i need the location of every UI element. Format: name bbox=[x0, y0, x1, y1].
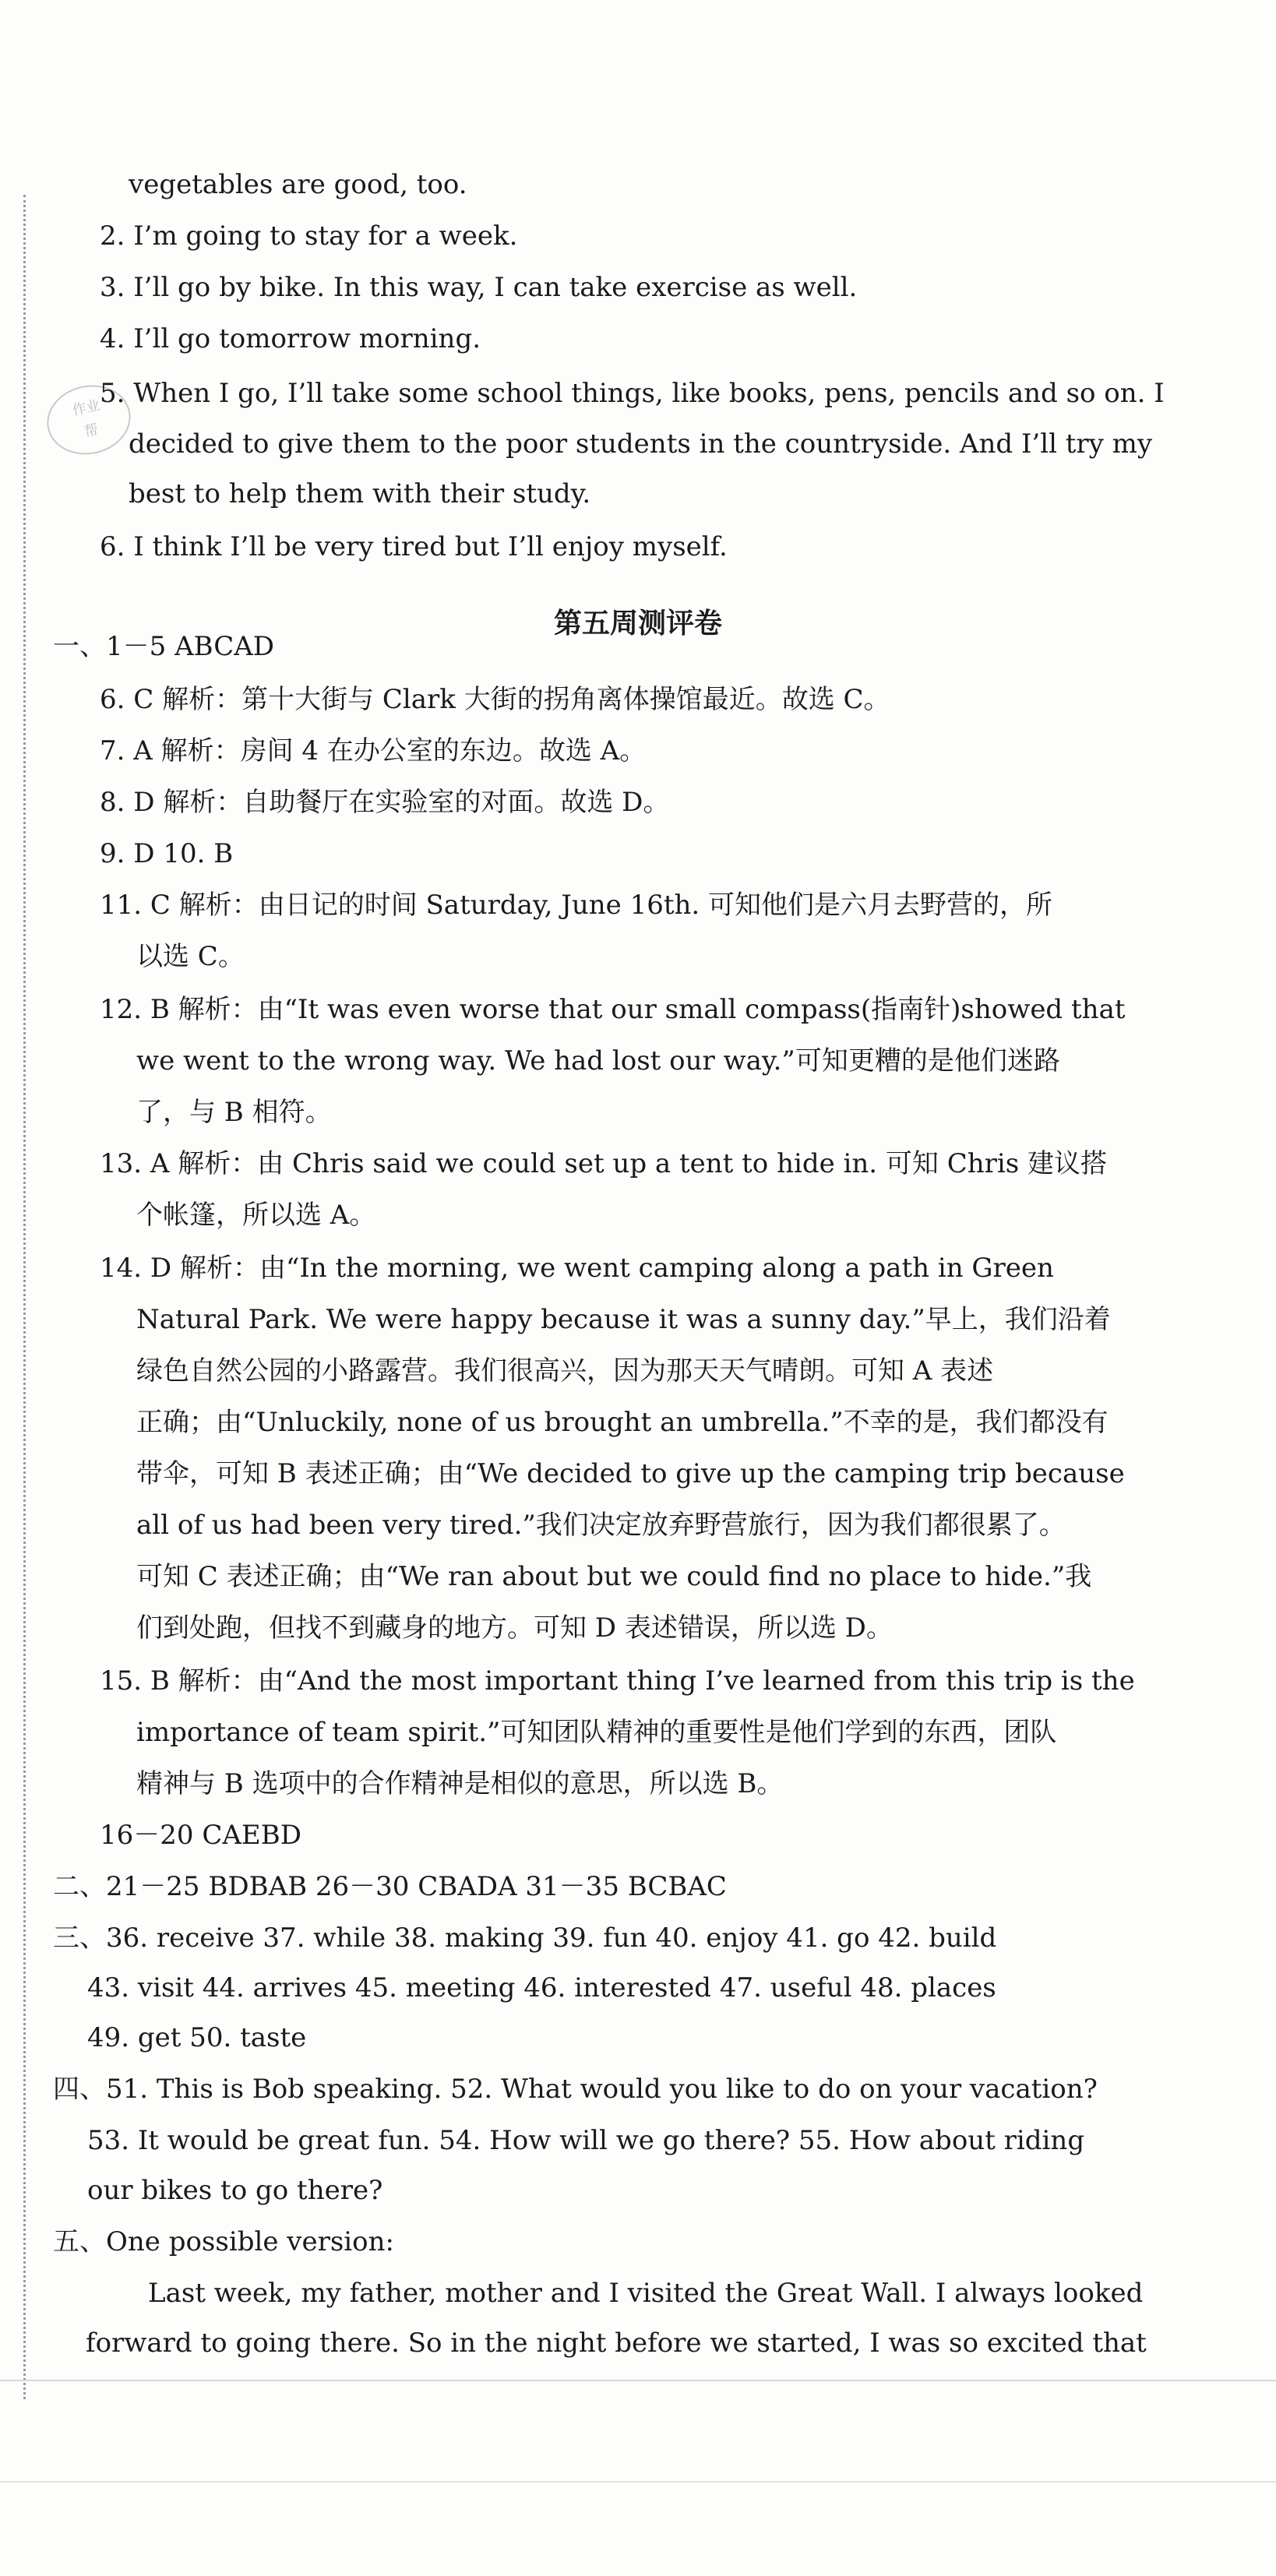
text-line: 们到处跑，但找不到藏身的地方。可知 D 表述错误，所以选 D。 bbox=[136, 1612, 893, 1644]
text-line: 二、21－25 BDBAB 26－30 CBADA 31－35 BCBAC bbox=[53, 1871, 727, 1902]
text-line: 一、1－5 ABCAD bbox=[53, 631, 275, 662]
text-line: 11. C 解析：由日记的时间 Saturday, June 16th. 可知他们是六月去野营的，所 bbox=[100, 890, 1053, 921]
text-line: 16－20 CAEBD bbox=[100, 1820, 301, 1851]
text-line: 9. D 10. B bbox=[100, 838, 234, 869]
text-line: we went to the wrong way. We had lost our way.”可知更糟的是他们迷路 bbox=[136, 1045, 1060, 1077]
section-title: 第五周测评卷 bbox=[553, 607, 722, 640]
text-line: 43. visit 44. arrives 45. meeting 46. interested 47. useful 48. places bbox=[87, 1972, 996, 2003]
text-line: vegetables are good, too. bbox=[129, 169, 467, 200]
text-line: 49. get 50. taste bbox=[87, 2022, 307, 2053]
text-line: all of us had been very tired.”我们决定放弃野营旅行，因为我们都很累了。 bbox=[136, 1510, 1066, 1541]
stamp-watermark: 作业 帮 bbox=[41, 378, 137, 463]
text-line: 个帐篷，所以选 A。 bbox=[136, 1200, 376, 1231]
text-line: 带伞，可知 B 表述正确；由“We decided to give up the camping trip because bbox=[136, 1458, 1125, 1489]
text-line: 15. B 解析：由“And the most important thing I’ve learned from this trip is the bbox=[100, 1665, 1135, 1697]
text-line: 12. B 解析：由“It was even worse that our small compass(指南针)showed that bbox=[100, 994, 1126, 1025]
text-line: 精神与 B 选项中的合作精神是相似的意思，所以选 B。 bbox=[136, 1768, 784, 1799]
bottom-rule bbox=[0, 2380, 1276, 2381]
text-line: best to help them with their study. bbox=[129, 478, 591, 509]
text-line: 7. A 解析：房间 4 在办公室的东边。故选 A。 bbox=[100, 735, 647, 766]
text-line: 正确；由“Unluckily, none of us brought an umbrella.”不幸的是，我们都没有 bbox=[136, 1407, 1109, 1438]
text-line: 2. I’m going to stay for a week. bbox=[100, 220, 518, 252]
bottom-rule bbox=[0, 2481, 1276, 2483]
text-line: 8. D 解析：自助餐厅在实验室的对面。故选 D。 bbox=[100, 787, 670, 818]
text-line: 4. I’ll go tomorrow morning. bbox=[100, 323, 481, 354]
text-line: 6. C 解析：第十大街与 Clark 大街的拐角离体操馆最近。故选 C。 bbox=[100, 684, 890, 715]
text-line: 14. D 解析：由“In the morning, we went camping along a path in Green bbox=[100, 1253, 1054, 1284]
text-line: 可知 C 表述正确；由“We ran about but we could find no place to hide.”我 bbox=[136, 1561, 1092, 1592]
left-margin-dotted-line bbox=[23, 195, 26, 2399]
text-line: 三、36. receive 37. while 38. making 39. fun 40. enjoy 41. go 42. build bbox=[53, 1922, 997, 1954]
text-line: our bikes to go there? bbox=[87, 2175, 383, 2206]
text-line: 6. I think I’ll be very tired but I’ll enjoy myself. bbox=[100, 531, 728, 562]
text-line: Natural Park. We were happy because it was a sunny day.”早上，我们沿着 bbox=[136, 1304, 1111, 1335]
text-line: 3. I’ll go by bike. In this way, I can take exercise as well. bbox=[100, 272, 858, 303]
text-line: 四、51. This is Bob speaking. 52. What would you like to do on your vacation? bbox=[53, 2074, 1098, 2105]
text-line: 5. When I go, I’ll take some school things, like books, pens, pencils and so on. I bbox=[100, 378, 1165, 409]
text-line: 53. It would be great fun. 54. How will we go there? 55. How about riding bbox=[87, 2125, 1085, 2156]
text-line: Last week, my father, mother and I visited the Great Wall. I always looked bbox=[148, 2278, 1144, 2309]
text-line: decided to give them to the poor students in the countryside. And I’ll try my bbox=[129, 428, 1153, 460]
text-line: 了，与 B 相符。 bbox=[136, 1097, 332, 1128]
text-line: importance of team spirit.”可知团队精神的重要性是他们学到的东西，团队 bbox=[136, 1717, 1057, 1748]
text-line: 13. A 解析：由 Chris said we could set up a tent to hide in. 可知 Chris 建议搭 bbox=[100, 1148, 1108, 1179]
text-line: 绿色自然公园的小路露营。我们很高兴，因为那天天气晴朗。可知 A 表述 bbox=[136, 1355, 994, 1387]
text-line: 以选 C。 bbox=[136, 941, 245, 972]
text-line: 五、One possible version: bbox=[53, 2226, 394, 2257]
text-line: forward to going there. So in the night before we started, I was so excited that bbox=[86, 2328, 1147, 2359]
